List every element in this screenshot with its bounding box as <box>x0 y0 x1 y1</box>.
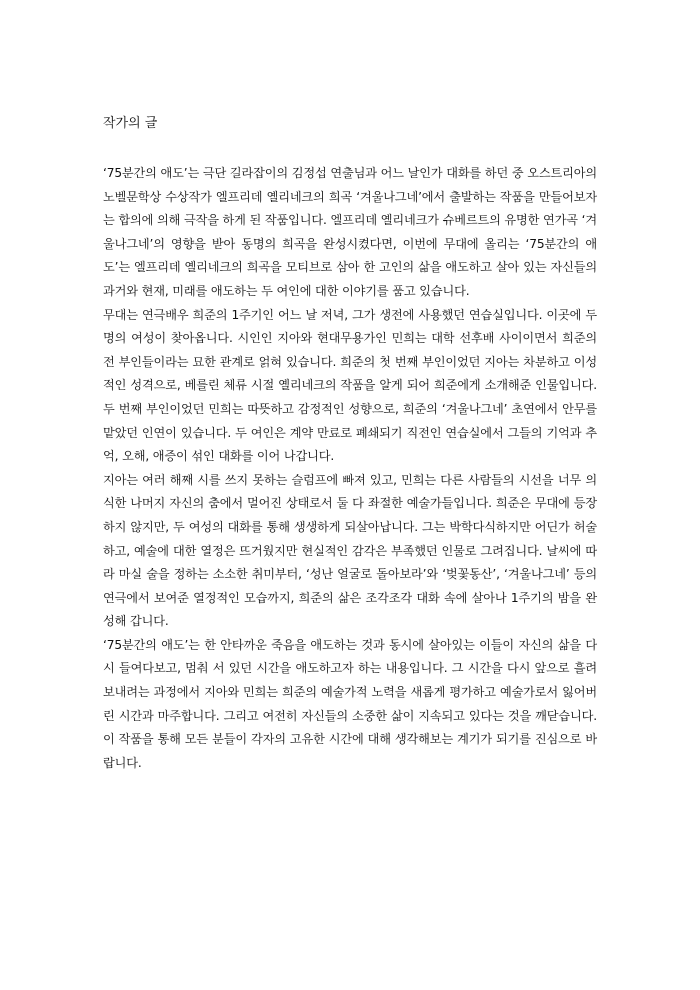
document-page <box>103 114 597 775</box>
paragraph-intro: ‘75분간의 애도’는 극단 길라잡이의 김정섭 연출님과 어느 날인가 대화를 하던 중 오스트리아의 노벨문학상 수상작가 엘프리데 옐리네크의 희곡 ‘겨울나그네’에서 출발하는 작품을 만들어보자는 합의에 의해 극작을 하게 된 작품입니다. 엘프리데 옐리네크가 슈베르트의 유명한 연가곡 ‘겨울나그네’의 영향을 받아 동명의 희곡을 완성시켰다면, 이번에 무대에 올리는 ‘75분간의 애도’는 엘프리데 옐리네크의 희곡을 모티브로 삼아 한 고인의 삶을 애도하고 살아 있는 자신들의 과거와 현재, 미래를 애도하는 두 여인에 대한 이야기를 품고 있습니다. <box>103 166 597 298</box>
paragraph-closing: ‘75분간의 애도’는 한 안타까운 죽음을 애도하는 것과 동시에 살아있는 이들이 자신의 삶을 다시 들여다보고, 멈춰 서 있던 시간을 애도하고자 하는 내용입니다. 그 시간을 다시 앞으로 흘려보내려는 과정에서 지아와 민희는 희준의 예술가적 노력을 새롭게 평가하고 예술가로서 잃어버린 시간과 마주합니다. 그리고 여전히 자신들의 소중한 삶이 지속되고 있다는 것을 깨닫습니다. 이 작품을 통해 모든 분들이 각자의 고유한 시간에 대해 생각해보는 계기가 되기를 진심으로 바랍니다. <box>103 637 597 770</box>
paragraph-characters: 지아는 여러 해째 시를 쓰지 못하는 슬럼프에 빠져 있고, 민희는 다른 사람들의 시선을 너무 의식한 나머지 자신의 춤에서 멀어진 상태로서 둘 다 좌절한 예술가들입니다. 희준은 무대에 등장하지 않지만, 두 여성의 대화를 통해 생생하게 되살아납니다. 그는 박학다식하지만 어딘가 허술하고, 예술에 대한 열정은 뜨거웠지만 현실적인 감각은 부족했던 인물로 그려집니다. 날씨에 따라 마실 술을 정하는 소소한 취미부터, ‘성난 얼굴로 돌아보라’와 ‘벚꽃동산’, ‘겨울나그네’ 등의 연극에서 보여준 열정적인 모습까지, 희준의 삶은 조각조각 대화 속에 살아나 1주기의 밤을 완성해 갑니다. <box>103 472 597 629</box>
document-title: 작가의 글 <box>103 116 158 131</box>
paragraph-setting: 무대는 연극배우 희준의 1주기인 어느 날 저녁, 그가 생전에 사용했던 연습실입니다. 이곳에 두 명의 여성이 찾아옵니다. 시인인 지아와 현대무용가인 민희는 대학 선후배 사이이면서 희준의 전 부인들이라는 묘한 관계로 얽혀 있습니다. 희준의 첫 번째 부인이었던 지아는 차분하고 이성적인 성격으로, 베를린 체류 시절 옐리네크의 작품을 알게 되어 희준에게 소개해준 인물입니다. 두 번째 부인이었던 민희는 따뜻하고 감정적인 성향으로, 희준의 ‘겨울나그네’ 초연에서 안무를 맡았던 인연이 있습니다. 두 여인은 계약 만료로 폐쇄되기 직전인 연습실에서 그들의 기억과 추억, 오해, 애증이 섞인 대화를 이어 나갑니다. <box>103 307 597 464</box>
